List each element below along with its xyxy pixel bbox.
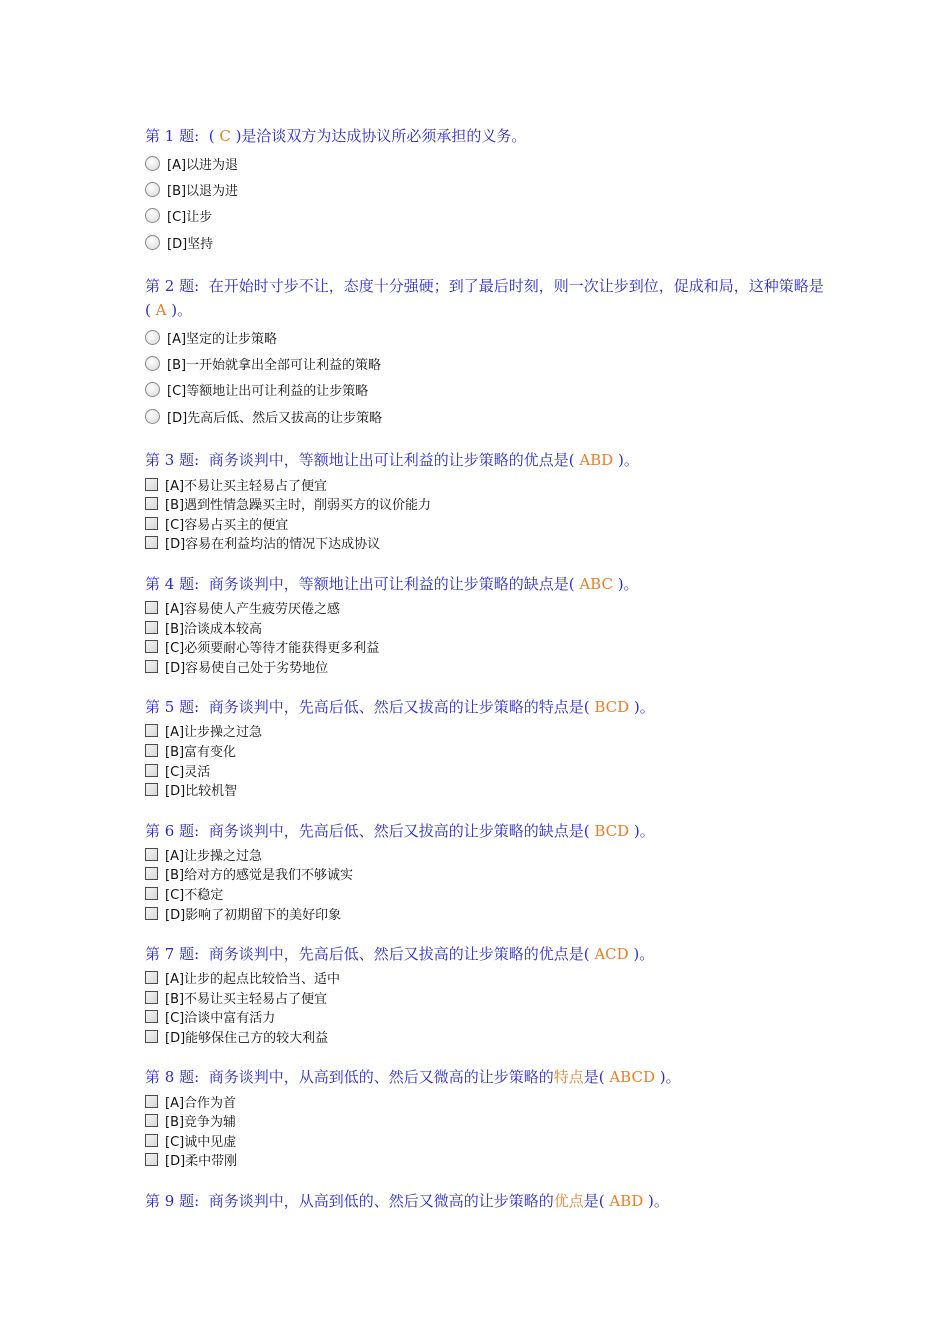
- highlight-text: 优点: [553, 1191, 584, 1210]
- option-label: [A]让步操之过急: [165, 848, 263, 864]
- radio-button[interactable]: [145, 182, 160, 197]
- option-label: [B]竞争为辅: [165, 1115, 237, 1131]
- radio-button[interactable]: [145, 330, 160, 345]
- question-number: 第 2 题:: [145, 277, 200, 296]
- option-label: [D]能够保住己方的较大利益: [165, 1030, 329, 1046]
- question-title: [145, 942, 825, 966]
- checkbox[interactable]: [145, 848, 158, 861]
- checkbox[interactable]: [145, 478, 158, 491]
- answer-text: ABD: [604, 1191, 648, 1210]
- question-5: [145, 695, 825, 799]
- question-1: [145, 124, 825, 255]
- option-b[interactable]: [145, 350, 825, 376]
- option-c[interactable]: [145, 1007, 825, 1027]
- checkbox[interactable]: [145, 1095, 158, 1108]
- answer-text: ACD: [589, 944, 634, 963]
- option-d[interactable]: [145, 780, 825, 800]
- question-text-end: )。: [648, 1191, 669, 1210]
- option-label: [C]让步: [167, 210, 213, 226]
- answer-text: ABC: [574, 574, 618, 593]
- answer-text: ABD: [574, 451, 618, 470]
- question-title: [145, 274, 825, 322]
- option-label: [C]等额地让出可让利益的让步策略: [167, 384, 369, 400]
- option-label: [C]不稳定: [165, 887, 224, 903]
- option-label: [C]容易占买主的便宜: [165, 517, 289, 533]
- question-text-end: )。: [171, 301, 193, 320]
- option-label: [A]让步的起点比较恰当、适中: [165, 972, 341, 988]
- option-label: [B]富有变化: [165, 745, 237, 761]
- question-title: [145, 448, 825, 472]
- option-b[interactable]: [145, 176, 825, 202]
- checkbox[interactable]: [145, 783, 158, 796]
- option-c[interactable]: [145, 377, 825, 403]
- option-b[interactable]: [145, 617, 825, 637]
- checkbox[interactable]: [145, 907, 158, 920]
- option-b[interactable]: [145, 741, 825, 761]
- checkbox[interactable]: [145, 640, 158, 653]
- radio-button[interactable]: [145, 356, 160, 371]
- question-text: (: [208, 127, 215, 145]
- option-c[interactable]: [145, 760, 825, 780]
- option-c[interactable]: [145, 514, 825, 534]
- question-number: 第 7 题:: [145, 944, 200, 963]
- option-c[interactable]: [145, 1130, 825, 1150]
- radio-button[interactable]: [145, 382, 160, 397]
- highlight-text: 特点: [553, 1068, 584, 1087]
- option-a[interactable]: [145, 845, 825, 865]
- option-b[interactable]: [145, 864, 825, 884]
- answer-text: ABCD: [604, 1068, 660, 1087]
- option-d[interactable]: [145, 1150, 825, 1170]
- option-a[interactable]: [145, 1091, 825, 1111]
- question-text: 商务谈判中，先高后低、然后又拔高的让步策略的特点是(: [208, 698, 590, 717]
- option-label: [B]一开始就拿出全部可让利益的策略: [167, 358, 382, 374]
- question-number: 第 6 题:: [145, 821, 200, 840]
- option-d[interactable]: [145, 903, 825, 923]
- checkbox[interactable]: [145, 867, 158, 880]
- option-b[interactable]: [145, 987, 825, 1007]
- question-text-end: )。: [659, 1068, 681, 1087]
- option-label: [A]以进为退: [167, 157, 239, 173]
- option-a[interactable]: [145, 150, 825, 176]
- question-text-end: )。: [617, 574, 639, 593]
- answer-text: BCD: [589, 698, 634, 717]
- option-label: [B]以退为进: [167, 183, 239, 199]
- option-label: [A]合作为首: [165, 1095, 237, 1111]
- question-text-end: )。: [617, 451, 639, 470]
- option-label: [C]灵活: [165, 764, 211, 780]
- question-text-end: )是洽谈双方为达成协议所必须承担的义务。: [235, 127, 527, 145]
- question-text: 商务谈判中，先高后低、然后又拔高的让步策略的优点是(: [208, 944, 590, 963]
- answer-text: C: [214, 127, 236, 145]
- option-label: [A]坚定的让步策略: [167, 331, 278, 347]
- option-c[interactable]: [145, 203, 825, 229]
- option-a[interactable]: [145, 324, 825, 350]
- checkbox[interactable]: [145, 764, 158, 777]
- checkbox[interactable]: [145, 621, 158, 634]
- question-number: 第 8 题:: [145, 1068, 200, 1087]
- option-label: [D]容易在利益均沾的情况下达成协议: [165, 537, 381, 553]
- option-label: [C]洽谈中富有活力: [165, 1011, 276, 1027]
- option-b[interactable]: [145, 1111, 825, 1131]
- option-label: [D]比较机智: [165, 784, 238, 800]
- question-title: [145, 124, 825, 148]
- option-a[interactable]: [145, 721, 825, 741]
- option-label: [D]先高后低、然后又拔高的让步策略: [167, 410, 383, 426]
- option-label: [A]容易使人产生疲劳厌倦之感: [165, 602, 341, 618]
- option-c[interactable]: [145, 884, 825, 904]
- option-a[interactable]: [145, 474, 825, 494]
- question-text: 商务谈判中，从高到低的、然后又微高的让步策略的: [208, 1068, 554, 1087]
- checkbox[interactable]: [145, 517, 158, 530]
- option-b[interactable]: [145, 494, 825, 514]
- radio-button[interactable]: [145, 409, 160, 424]
- option-a[interactable]: [145, 968, 825, 988]
- question-9: [145, 1189, 825, 1213]
- checkbox[interactable]: [145, 536, 158, 549]
- option-label: [D]容易使自己处于劣势地位: [165, 660, 329, 676]
- option-label: [B]遇到性情急躁买主时，削弱买方的议价能力: [165, 498, 432, 514]
- question-number: 第 5 题:: [145, 698, 200, 717]
- question-text-end: )。: [633, 698, 655, 717]
- option-d[interactable]: [145, 1027, 825, 1047]
- option-d[interactable]: [145, 229, 825, 255]
- question-text-end: )。: [633, 821, 655, 840]
- question-title: [145, 819, 825, 843]
- question-6: [145, 819, 825, 923]
- question-text: 商务谈判中，先高后低、然后又拔高的让步策略的缺点是(: [208, 821, 590, 840]
- option-label: [D]坚持: [167, 236, 214, 252]
- option-label: [A]让步操之过急: [165, 725, 263, 741]
- question-3: [145, 448, 825, 552]
- question-text: 在开始时寸步不让，态度十分强硬；到了最后时刻，则一次让步到位，促成和局，这种策略是(: [145, 277, 824, 320]
- checkbox[interactable]: [145, 887, 158, 900]
- question-number: 第 4 题:: [145, 574, 200, 593]
- radio-button[interactable]: [145, 235, 160, 250]
- question-number: 第 3 题:: [145, 451, 200, 470]
- question-text: 商务谈判中，等额地让出可让利益的让步策略的缺点是(: [208, 574, 575, 593]
- option-d[interactable]: [145, 657, 825, 677]
- option-c[interactable]: [145, 637, 825, 657]
- answer-text: A: [150, 301, 172, 320]
- question-8: [145, 1065, 825, 1169]
- checkbox[interactable]: [145, 971, 158, 984]
- checkbox[interactable]: [145, 1114, 158, 1127]
- checkbox[interactable]: [145, 724, 158, 737]
- question-title: [145, 1065, 825, 1089]
- option-d[interactable]: [145, 403, 825, 429]
- question-text: 商务谈判中，从高到低的、然后又微高的让步策略的: [208, 1191, 554, 1210]
- checkbox[interactable]: [145, 1010, 158, 1023]
- option-label: [C]诚中见虚: [165, 1134, 237, 1150]
- option-label: [D]柔中带刚: [165, 1154, 238, 1170]
- checkbox[interactable]: [145, 660, 158, 673]
- checkbox[interactable]: [145, 1134, 158, 1147]
- option-label: [B]给对方的感觉是我们不够诚实: [165, 868, 354, 884]
- answer-text: BCD: [589, 821, 634, 840]
- question-text-mid: 是(: [583, 1191, 605, 1210]
- checkbox[interactable]: [145, 497, 158, 510]
- option-d[interactable]: [145, 533, 825, 553]
- question-text-mid: 是(: [583, 1068, 605, 1087]
- checkbox[interactable]: [145, 601, 158, 614]
- question-2: [145, 274, 825, 429]
- question-title: [145, 695, 825, 719]
- checkbox[interactable]: [145, 744, 158, 757]
- question-number: 第 9 题:: [145, 1191, 200, 1210]
- option-label: [B]不易让买主轻易占了便宜: [165, 991, 328, 1007]
- option-label: [C]必须要耐心等待才能获得更多利益: [165, 641, 380, 657]
- checkbox[interactable]: [145, 1153, 158, 1166]
- checkbox[interactable]: [145, 991, 158, 1004]
- radio-button[interactable]: [145, 156, 160, 171]
- question-text-end: )。: [633, 944, 655, 963]
- question-title: [145, 572, 825, 596]
- option-label: [D]影响了初期留下的美好印象: [165, 907, 342, 923]
- question-number: 第 1 题:: [145, 127, 200, 145]
- option-label: [A]不易让买主轻易占了便宜: [165, 478, 328, 494]
- checkbox[interactable]: [145, 1030, 158, 1043]
- quiz-page: [145, 124, 825, 1215]
- question-text: 商务谈判中，等额地让出可让利益的让步策略的优点是(: [208, 451, 575, 470]
- option-a[interactable]: [145, 598, 825, 618]
- question-7: [145, 942, 825, 1046]
- radio-button[interactable]: [145, 208, 160, 223]
- question-title: [145, 1189, 825, 1213]
- question-4: [145, 572, 825, 676]
- option-label: [B]洽谈成本较高: [165, 621, 263, 637]
